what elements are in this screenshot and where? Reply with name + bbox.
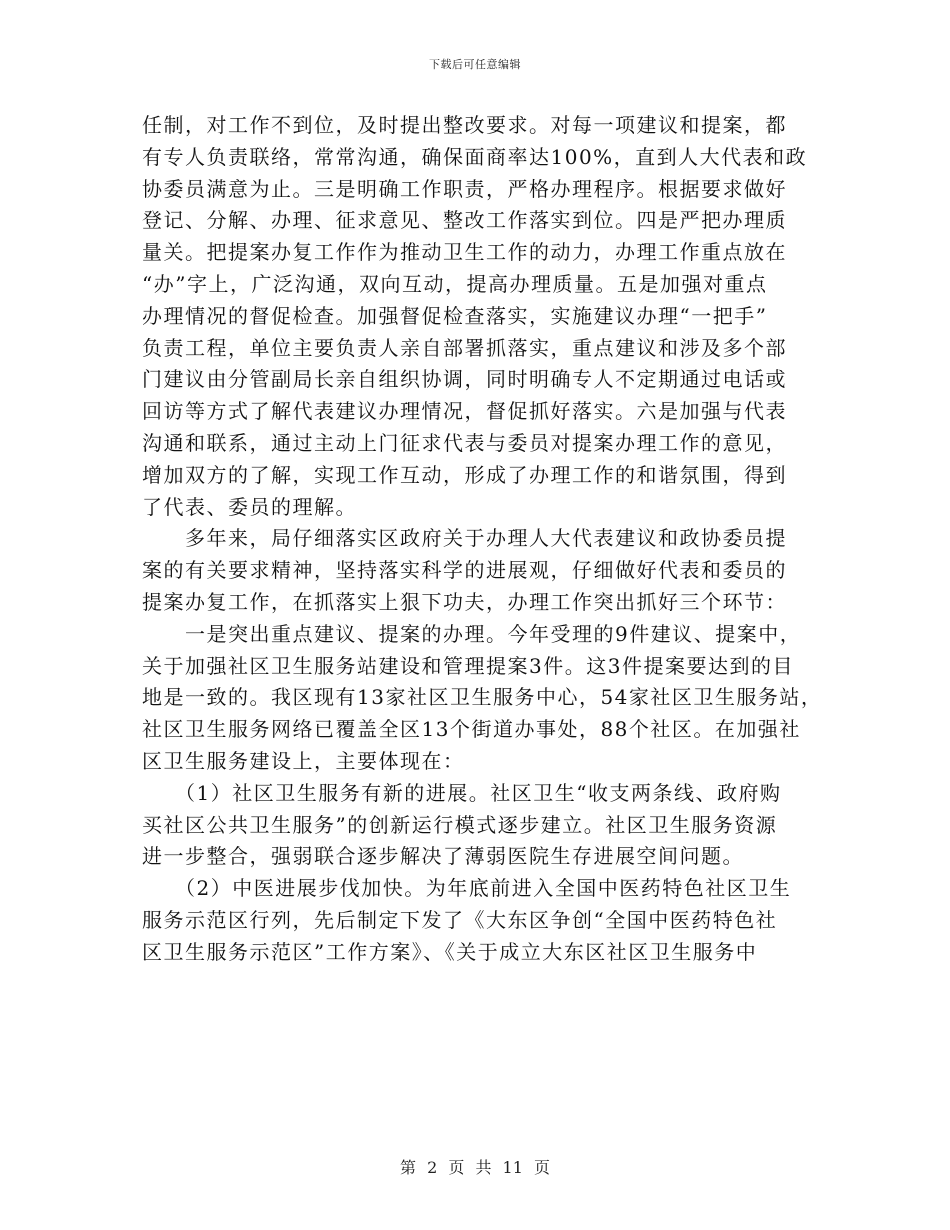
paragraph [142,778,810,873]
page-footer-page-number: 第 2 页 共 11 页 [400,1158,550,1177]
text-line: 负责工程，单位主要负责人亲自部署抓落实，重点建议和涉及多个部 [142,335,787,360]
text-line: 门建议由分管副局长亲自组织协调，同时明确专人不定期通过电话或 [142,367,787,392]
text-line: 案的有关要求精神，坚持落实科学的进展观，仔细做好代表和委员的 [142,558,787,583]
text-line: 量关。把提案办复工作作为推动卫生工作的动力，办理工作重点放在 [142,240,787,265]
text-line: 沟通和联系，通过主动上门征求代表与委员对提案办理工作的意见， [142,430,787,455]
text-line: 地是一致的。我区现有13家社区卫生服务中心，54家社区卫生服务站， [142,685,823,710]
text-line: 进一步整合，强弱联合逐步解决了薄弱医院生存进展空间问题。 [142,844,744,869]
text-line: 协委员满意为止。三是明确工作职责，严格办理程序。根据要求做好 [142,176,787,201]
text-line: 区卫生服务建设上，主要体现在： [142,748,465,773]
text-line: 提案办复工作，在抓落实上狠下功夫，办理工作突出抓好三个环节： [142,589,787,614]
text-line: “办”字上，广泛沟通，双向互动，提高办理质量。五是加强对重点 [142,271,768,296]
paragraph [142,110,810,523]
text-line: 有专人负责联络，常常沟通，确保面商率达100%，直到人大代表和政 [142,144,808,169]
text-line: 区卫生服务示范区”工作方案》、《关于成立大东区社区卫生服务中 [142,939,758,964]
text-line: 登记、分解、办理、征求意见、整改工作落实到位。四是严把办理质 [142,208,787,233]
text-line: （2）中医进展步伐加快。为年底前进入全国中医药特色社区卫生 [142,876,792,901]
text-line: 一是突出重点建议、提案的办理。今年受理的9件建议、提案中， [142,621,802,646]
text-line: 服务示范区行列，先后制定下发了《大东区争创“全国中医药特色社 [142,907,778,932]
text-line: 任制，对工作不到位，及时提出整改要求。对每一项建议和提案，都 [142,113,787,137]
text-line: 回访等方式了解代表建议办理情况，督促抓好落实。六是加强与代表 [142,399,787,424]
text-line: 社区卫生服务网络已覆盖全区13个街道办事处，88个社区。在加强社 [142,717,801,742]
paragraph [142,523,810,618]
text-line: 了代表、委员的理解。 [142,494,357,519]
text-line: 买社区公共卫生服务”的创新运行模式逐步建立。社区卫生服务资源 [142,812,778,837]
paragraph [142,873,810,968]
text-line: 办理情况的督促检查。加强督促检查落实，实施建议办理“一把手” [142,303,768,328]
text-line: 关于加强社区卫生服务站建设和管理提案3件。这3件提案要达到的目 [142,653,794,678]
text-line: 增加双方的了解，实现工作互动，形成了办理工作的和谐氛围，得到 [142,462,787,487]
page-header: 下载后可任意编辑 [429,58,521,71]
text-line: （1）社区卫生服务有新的进展。社区卫生“收支两条线、政府购 [142,780,782,805]
document-body [142,110,823,969]
paragraph [142,619,823,778]
text-line: 多年来，局仔细落实区政府关于办理人大代表建议和政协委员提 [142,526,787,551]
